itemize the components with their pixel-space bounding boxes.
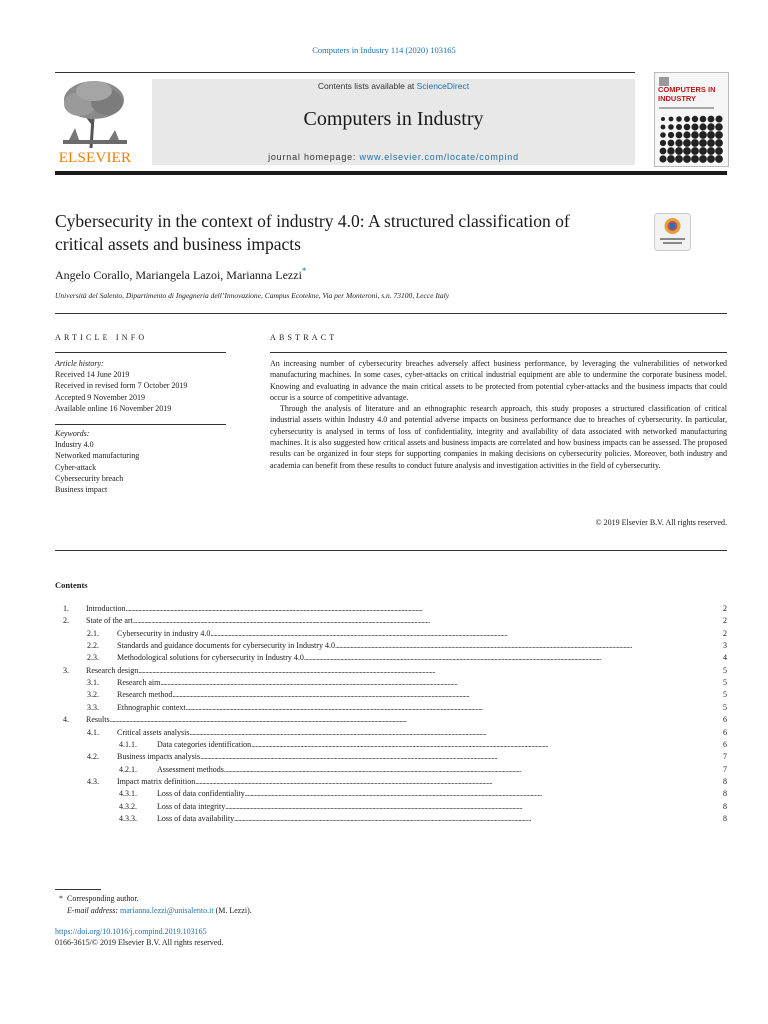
toc-leader-dots bbox=[138, 666, 723, 675]
toc-entry-title: Critical assets analysis bbox=[117, 727, 190, 737]
toc-entry-page: 3 bbox=[723, 641, 727, 651]
toc-leader-dots bbox=[210, 629, 723, 638]
toc-entry[interactable] bbox=[119, 802, 727, 814]
toc-entry-title: Loss of data availability bbox=[157, 813, 235, 823]
toc-entry-page: 6 bbox=[723, 727, 727, 737]
abstract-body bbox=[270, 358, 727, 471]
toc-leader-dots bbox=[224, 765, 723, 774]
keyword-item: Business impact bbox=[55, 485, 108, 495]
toc-entry-page: 8 bbox=[723, 813, 727, 823]
toc-entry-page: 5 bbox=[723, 702, 727, 712]
toc-entry-page: 4 bbox=[723, 653, 727, 663]
toc-entry-number: 3. bbox=[63, 665, 69, 675]
toc-leader-dots bbox=[172, 690, 723, 699]
keywords-rule bbox=[55, 424, 226, 425]
toc-entry[interactable] bbox=[119, 740, 727, 752]
toc-entry[interactable] bbox=[119, 789, 727, 801]
toc-entry[interactable] bbox=[87, 728, 727, 740]
keyword-item: Industry 4.0 bbox=[55, 440, 94, 450]
toc-leader-dots bbox=[335, 641, 723, 650]
history-accepted: Accepted 9 November 2019 bbox=[55, 392, 145, 402]
toc-entry-number: 4.3.3. bbox=[119, 813, 137, 823]
toc-entry-number: 4. bbox=[63, 715, 69, 725]
toc-entry-number: 4.3.2. bbox=[119, 801, 137, 811]
toc-entry[interactable] bbox=[87, 690, 727, 702]
corresponding-author-text: Corresponding author. bbox=[67, 894, 139, 903]
toc-entry-title: Research aim bbox=[117, 678, 161, 688]
toc-entry[interactable] bbox=[87, 653, 727, 665]
toc-entry-title: Impact matrix definition bbox=[117, 776, 196, 786]
toc-entry-title: Business impacts analysis bbox=[117, 752, 201, 762]
toc-entry-number: 4.1.1. bbox=[119, 739, 137, 749]
toc-entry[interactable] bbox=[87, 752, 727, 764]
history-label: Article history: bbox=[55, 359, 104, 368]
abstract-rule bbox=[270, 352, 727, 353]
toc-entry-number: 4.3.1. bbox=[119, 789, 137, 799]
toc-leader-dots bbox=[245, 789, 723, 798]
toc-entry-title: Loss of data confidentiality bbox=[157, 789, 245, 799]
toc-entry[interactable] bbox=[119, 765, 727, 777]
affiliation: Università del Salento, Dipartimento di Ingegneria dell’Innovazione, Campus Ecotekne, Via per Monteroni, s.n. 73100, Lecce Italy bbox=[55, 291, 450, 300]
author-names: Angelo Corallo, Mariangela Lazoi, Marianna Lezzi bbox=[55, 268, 302, 282]
abstract-heading: ABSTRACT bbox=[270, 333, 338, 342]
toc-entry-number: 1. bbox=[63, 604, 69, 613]
homepage-prefix: journal homepage: bbox=[268, 152, 360, 162]
title-block-rule bbox=[55, 313, 727, 314]
toc-entry[interactable] bbox=[87, 629, 727, 641]
abstract-copyright: © 2019 Elsevier B.V. All rights reserved. bbox=[595, 518, 727, 527]
journal-homepage-line bbox=[152, 152, 635, 162]
issn-copyright: 0166-3615/© 2019 Elsevier B.V. All rights reserved. bbox=[55, 938, 224, 947]
keywords bbox=[55, 428, 230, 495]
contents-prefix: Contents lists available at bbox=[317, 81, 417, 91]
toc-entry-number: 4.3. bbox=[87, 776, 99, 786]
toc-entry-number: 3.2. bbox=[87, 690, 99, 700]
email-line bbox=[55, 905, 555, 917]
toc-leader-dots bbox=[110, 715, 723, 724]
toc-entry-number: 4.2. bbox=[87, 752, 99, 762]
footnote-mark: * bbox=[59, 894, 63, 903]
toc-leader-dots bbox=[304, 653, 723, 662]
toc-entry-title: Ethnographic context bbox=[117, 702, 186, 712]
toc-entry-number: 4.1. bbox=[87, 727, 99, 737]
keyword-item: Cyber-attack bbox=[55, 462, 97, 472]
toc-entry[interactable] bbox=[87, 703, 727, 715]
toc-entry-page: 2 bbox=[723, 616, 727, 626]
toc-leader-dots bbox=[186, 703, 723, 712]
running-header[interactable]: Computers in Industry 114 (2020) 103165 bbox=[312, 45, 456, 55]
keyword-item: Cybersecurity breach bbox=[55, 473, 124, 483]
toc-entry[interactable] bbox=[119, 814, 727, 826]
toc-entry-number: 2.2. bbox=[87, 641, 99, 651]
footnote bbox=[55, 893, 555, 916]
article-history bbox=[55, 358, 230, 414]
toc-entry[interactable] bbox=[63, 616, 727, 628]
cover-journal-title: COMPUTERS IN INDUSTRY bbox=[658, 85, 716, 103]
toc-entry-page: 2 bbox=[723, 604, 727, 613]
article-info-heading: ARTICLE INFO bbox=[55, 333, 148, 342]
toc-leader-dots bbox=[200, 752, 723, 761]
doi-link[interactable]: https://doi.org/10.1016/j.compind.2019.103165 bbox=[55, 927, 207, 936]
toc-entry-title: Cybersecurity in industry 4.0 bbox=[117, 628, 211, 638]
toc-entry-page: 2 bbox=[723, 628, 727, 638]
toc-entry-title: Data categories identification bbox=[157, 739, 252, 749]
abstract-paragraph-2: Through the analysis of literature and an ethnographic research approach, this study proposes a structured classification of critical industrial assets within Industry 4.0 and potential adverse impacts on business performance due to breaches of cybersecurity. In particular, cybersecurity is analysed in terms of loss of confidentiality, integrity and availability of data associated with networked manufacturing machines. It is also suggested how critical assets and business impacts are correlated and how business impacts can be assessed. The proposed results can be organized in four steps for supporting companies in making decisions on cybersecurity policies. Moreover, both industry and academia can benefit from these results to conduct future analysis and investigation activities in the field of cybersecurity. bbox=[270, 404, 727, 470]
contents-heading: Contents bbox=[55, 580, 88, 590]
toc-entry-page: 8 bbox=[723, 776, 727, 786]
toc-entry[interactable] bbox=[63, 604, 727, 616]
email-suffix: (M. Lezzi). bbox=[213, 905, 252, 915]
sciencedirect-link[interactable]: ScienceDirect bbox=[416, 81, 470, 91]
article-info-rule bbox=[55, 352, 226, 353]
toc-leader-dots bbox=[234, 814, 723, 823]
toc-entry-title: Results bbox=[86, 715, 110, 725]
toc-leader-dots bbox=[225, 802, 723, 811]
contents-available-line bbox=[152, 81, 635, 91]
banner-thick-rule bbox=[55, 171, 727, 175]
corresponding-author-note bbox=[55, 893, 555, 905]
toc-entry-title: Research design bbox=[86, 665, 139, 675]
toc-entry-number: 3.1. bbox=[87, 678, 99, 688]
toc-entry-number: 2.1. bbox=[87, 628, 99, 638]
author-list bbox=[55, 266, 655, 283]
toc-entry-title: Standards and guidance documents for cybersecurity in Industry 4.0 bbox=[117, 641, 335, 651]
footnote-rule bbox=[55, 889, 101, 890]
toc-entry-title: Loss of data integrity bbox=[157, 801, 226, 811]
header-rule bbox=[55, 72, 635, 73]
toc-entry[interactable] bbox=[87, 678, 727, 690]
toc-entry-title: Assessment methods bbox=[157, 764, 224, 774]
email-label: E-mail address: bbox=[67, 905, 119, 915]
toc-leader-dots bbox=[195, 777, 723, 786]
toc-entry[interactable] bbox=[87, 641, 727, 653]
toc-leader-dots bbox=[251, 740, 723, 749]
toc-entry-page: 5 bbox=[723, 665, 727, 675]
toc-entry-title: State of the art bbox=[86, 616, 133, 626]
check-for-updates-badge[interactable] bbox=[654, 213, 691, 251]
history-received: Received 14 June 2019 bbox=[55, 370, 130, 380]
toc-entry-page: 8 bbox=[723, 801, 727, 811]
email-link[interactable]: marianna.lezzi@unisalento.it bbox=[120, 905, 214, 915]
toc-leader-dots bbox=[126, 604, 723, 613]
toc-entry[interactable] bbox=[87, 777, 727, 789]
toc-entry[interactable] bbox=[63, 715, 727, 727]
front-matter-rule bbox=[55, 550, 727, 551]
toc-entry-title: Methodological solutions for cybersecurity in Industry 4.0 bbox=[117, 653, 304, 663]
homepage-link[interactable]: www.elsevier.com/locate/compind bbox=[359, 152, 519, 162]
toc-entry-number: 3.3. bbox=[87, 702, 99, 712]
journal-title: Computers in Industry bbox=[303, 108, 484, 130]
keyword-item: Networked manufacturing bbox=[55, 451, 140, 461]
toc-entry-page: 5 bbox=[723, 678, 727, 688]
paper-title: Cybersecurity in the context of industry 4.0: A structured classification of critical assets and business impacts bbox=[55, 211, 570, 254]
toc-entry[interactable] bbox=[63, 666, 727, 678]
toc-leader-dots bbox=[160, 678, 723, 687]
toc-entry-number: 2.3. bbox=[87, 653, 99, 663]
toc-entry-page: 7 bbox=[723, 764, 727, 774]
toc-entry-page: 8 bbox=[723, 789, 727, 799]
toc-entry-page: 7 bbox=[723, 752, 727, 762]
toc-entry-number: 2. bbox=[63, 616, 69, 626]
history-revised: Received in revised form 7 October 2019 bbox=[55, 381, 188, 391]
toc-entry-page: 6 bbox=[723, 715, 727, 725]
toc-entry-title: Research method bbox=[117, 690, 173, 700]
abstract-paragraph-1: An increasing number of cybersecurity breaches adversely affect business performance, by leveraging the vulnerabilities of networked manufacturing machines. In some cases, cyber-attacks on critical industrial equipment are able to undermine the corporate business model. Knowing and evaluating in advance the main critical assets to be protected from potential cyber-attacks and the business impacts that could occur is a source of competitive advantage. bbox=[270, 359, 727, 402]
toc-leader-dots bbox=[133, 616, 723, 625]
toc-entry-page: 5 bbox=[723, 690, 727, 700]
corresponding-author-mark[interactable]: * bbox=[301, 266, 307, 276]
toc-entry-page: 6 bbox=[723, 739, 727, 749]
toc-entry-number: 4.2.1. bbox=[119, 764, 137, 774]
toc-entry-title: Introduction bbox=[86, 604, 126, 613]
toc-leader-dots bbox=[189, 728, 723, 737]
history-online: Available online 16 November 2019 bbox=[55, 403, 172, 413]
keywords-label: Keywords: bbox=[55, 429, 90, 438]
elsevier-wordmark: ELSEVIER bbox=[58, 150, 132, 166]
